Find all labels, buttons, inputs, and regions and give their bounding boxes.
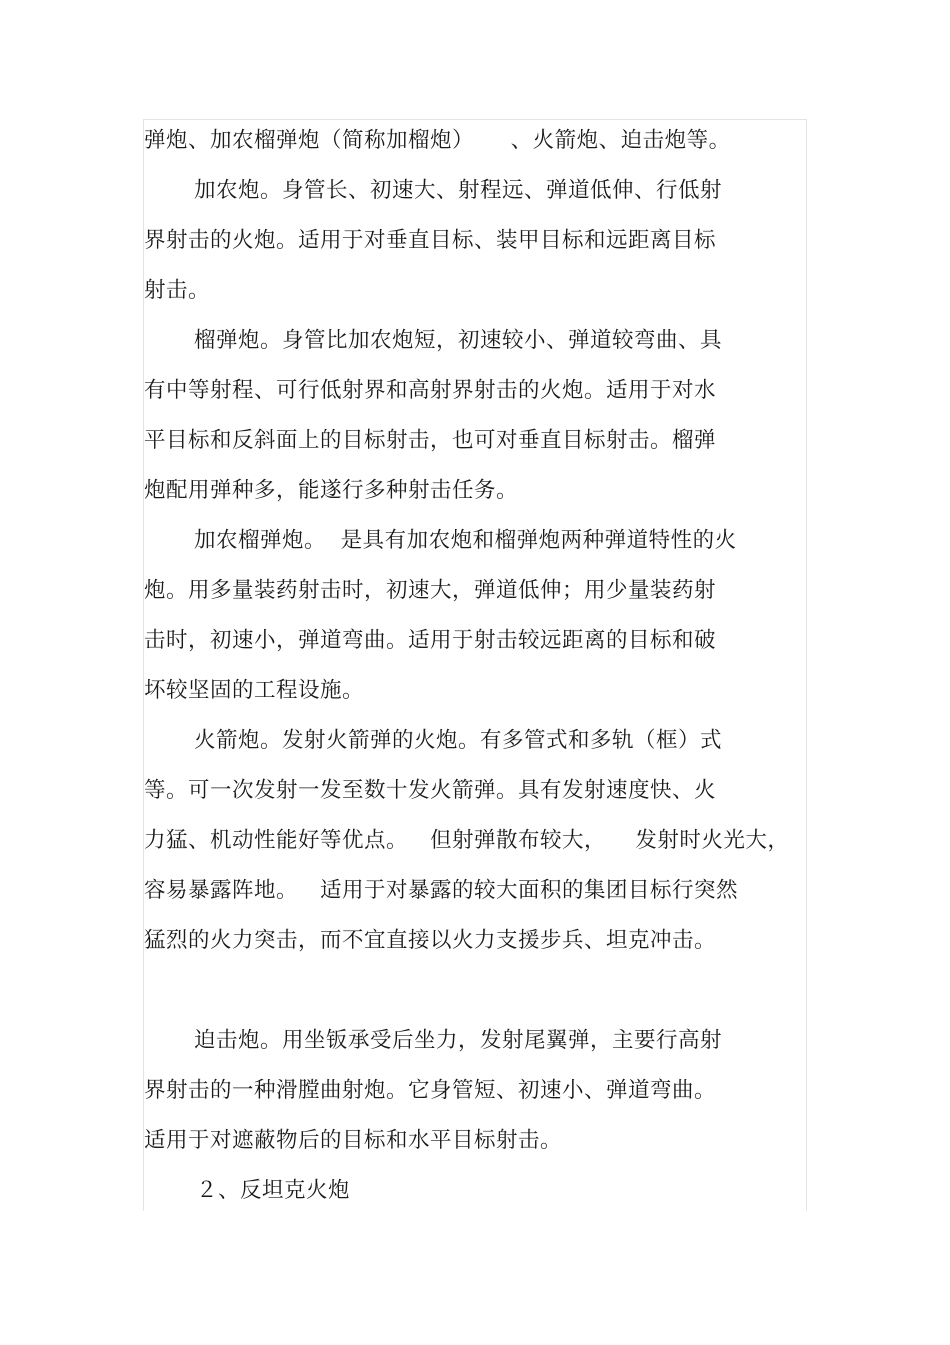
paragraph-howitzer-line-1: 榴弹炮。身管比加农炮短，初速较小、弹道较弯曲、具 [194, 328, 723, 353]
paragraph-mortar-line-1: 迫击炮。用坐钣承受后坐力，发射尾翼弹，主要行高射 [194, 1028, 723, 1053]
section-heading: ２、反坦克火炮 [196, 1178, 351, 1203]
text-line: 炮。用多量装药射击时，初速大，弹道低伸；用少量装药射 [144, 578, 717, 603]
text-line: 击时，初速小，弹道弯曲。适用于射击较远距离的目标和破 [144, 628, 717, 653]
text-line: 炮配用弹种多，能遂行多种射击任务。 [144, 478, 519, 503]
text-line: 坏较坚固的工程设施。 [144, 678, 365, 703]
text-line: 有中等射程、可行低射界和高射界射击的火炮。适用于对水 [144, 378, 717, 403]
paragraph-gun-howitzer-line-1: 加农榴弹炮。 是具有加农炮和榴弹炮两种弹道特性的火 [194, 528, 737, 553]
text-line: 界射击的一种滑膛曲射炮。它身管短、初速小、弹道弯曲。 [144, 1078, 717, 1103]
text-line: 射击。 [144, 278, 211, 303]
text-line: 弹炮、加农榴弹炮（简称加榴炮） 、火箭炮、迫击炮等。 [144, 128, 731, 153]
text-line: 等。可一次发射一发至数十发火箭弹。具有发射速度快、火 [144, 778, 717, 803]
page-frame-right-border [806, 119, 807, 1211]
text-line: 力猛、机动性能好等优点。 但射弹散布较大， 发射时火光大， [144, 828, 790, 853]
text-line: 容易暴露阵地。 适用于对暴露的较大面积的集团目标行突然 [144, 878, 739, 903]
text-line: 平目标和反斜面上的目标射击，也可对垂直目标射击。榴弹 [144, 428, 717, 453]
paragraph-cannon-line-1: 加农炮。身管长、初速大、射程远、弹道低伸、行低射 [194, 178, 723, 203]
text-line: 界射击的火炮。适用于对垂直目标、装甲目标和远距离目标 [144, 228, 717, 253]
page-frame-top-border [143, 119, 807, 120]
paragraph-rocket-launcher-line-1: 火箭炮。发射火箭弹的火炮。有多管式和多轨（框）式 [194, 728, 723, 753]
text-line: 猛烈的火力突击，而不宜直接以火力支援步兵、坦克冲击。 [144, 928, 717, 953]
text-line: 适用于对遮蔽物后的目标和水平目标射击。 [144, 1128, 563, 1153]
